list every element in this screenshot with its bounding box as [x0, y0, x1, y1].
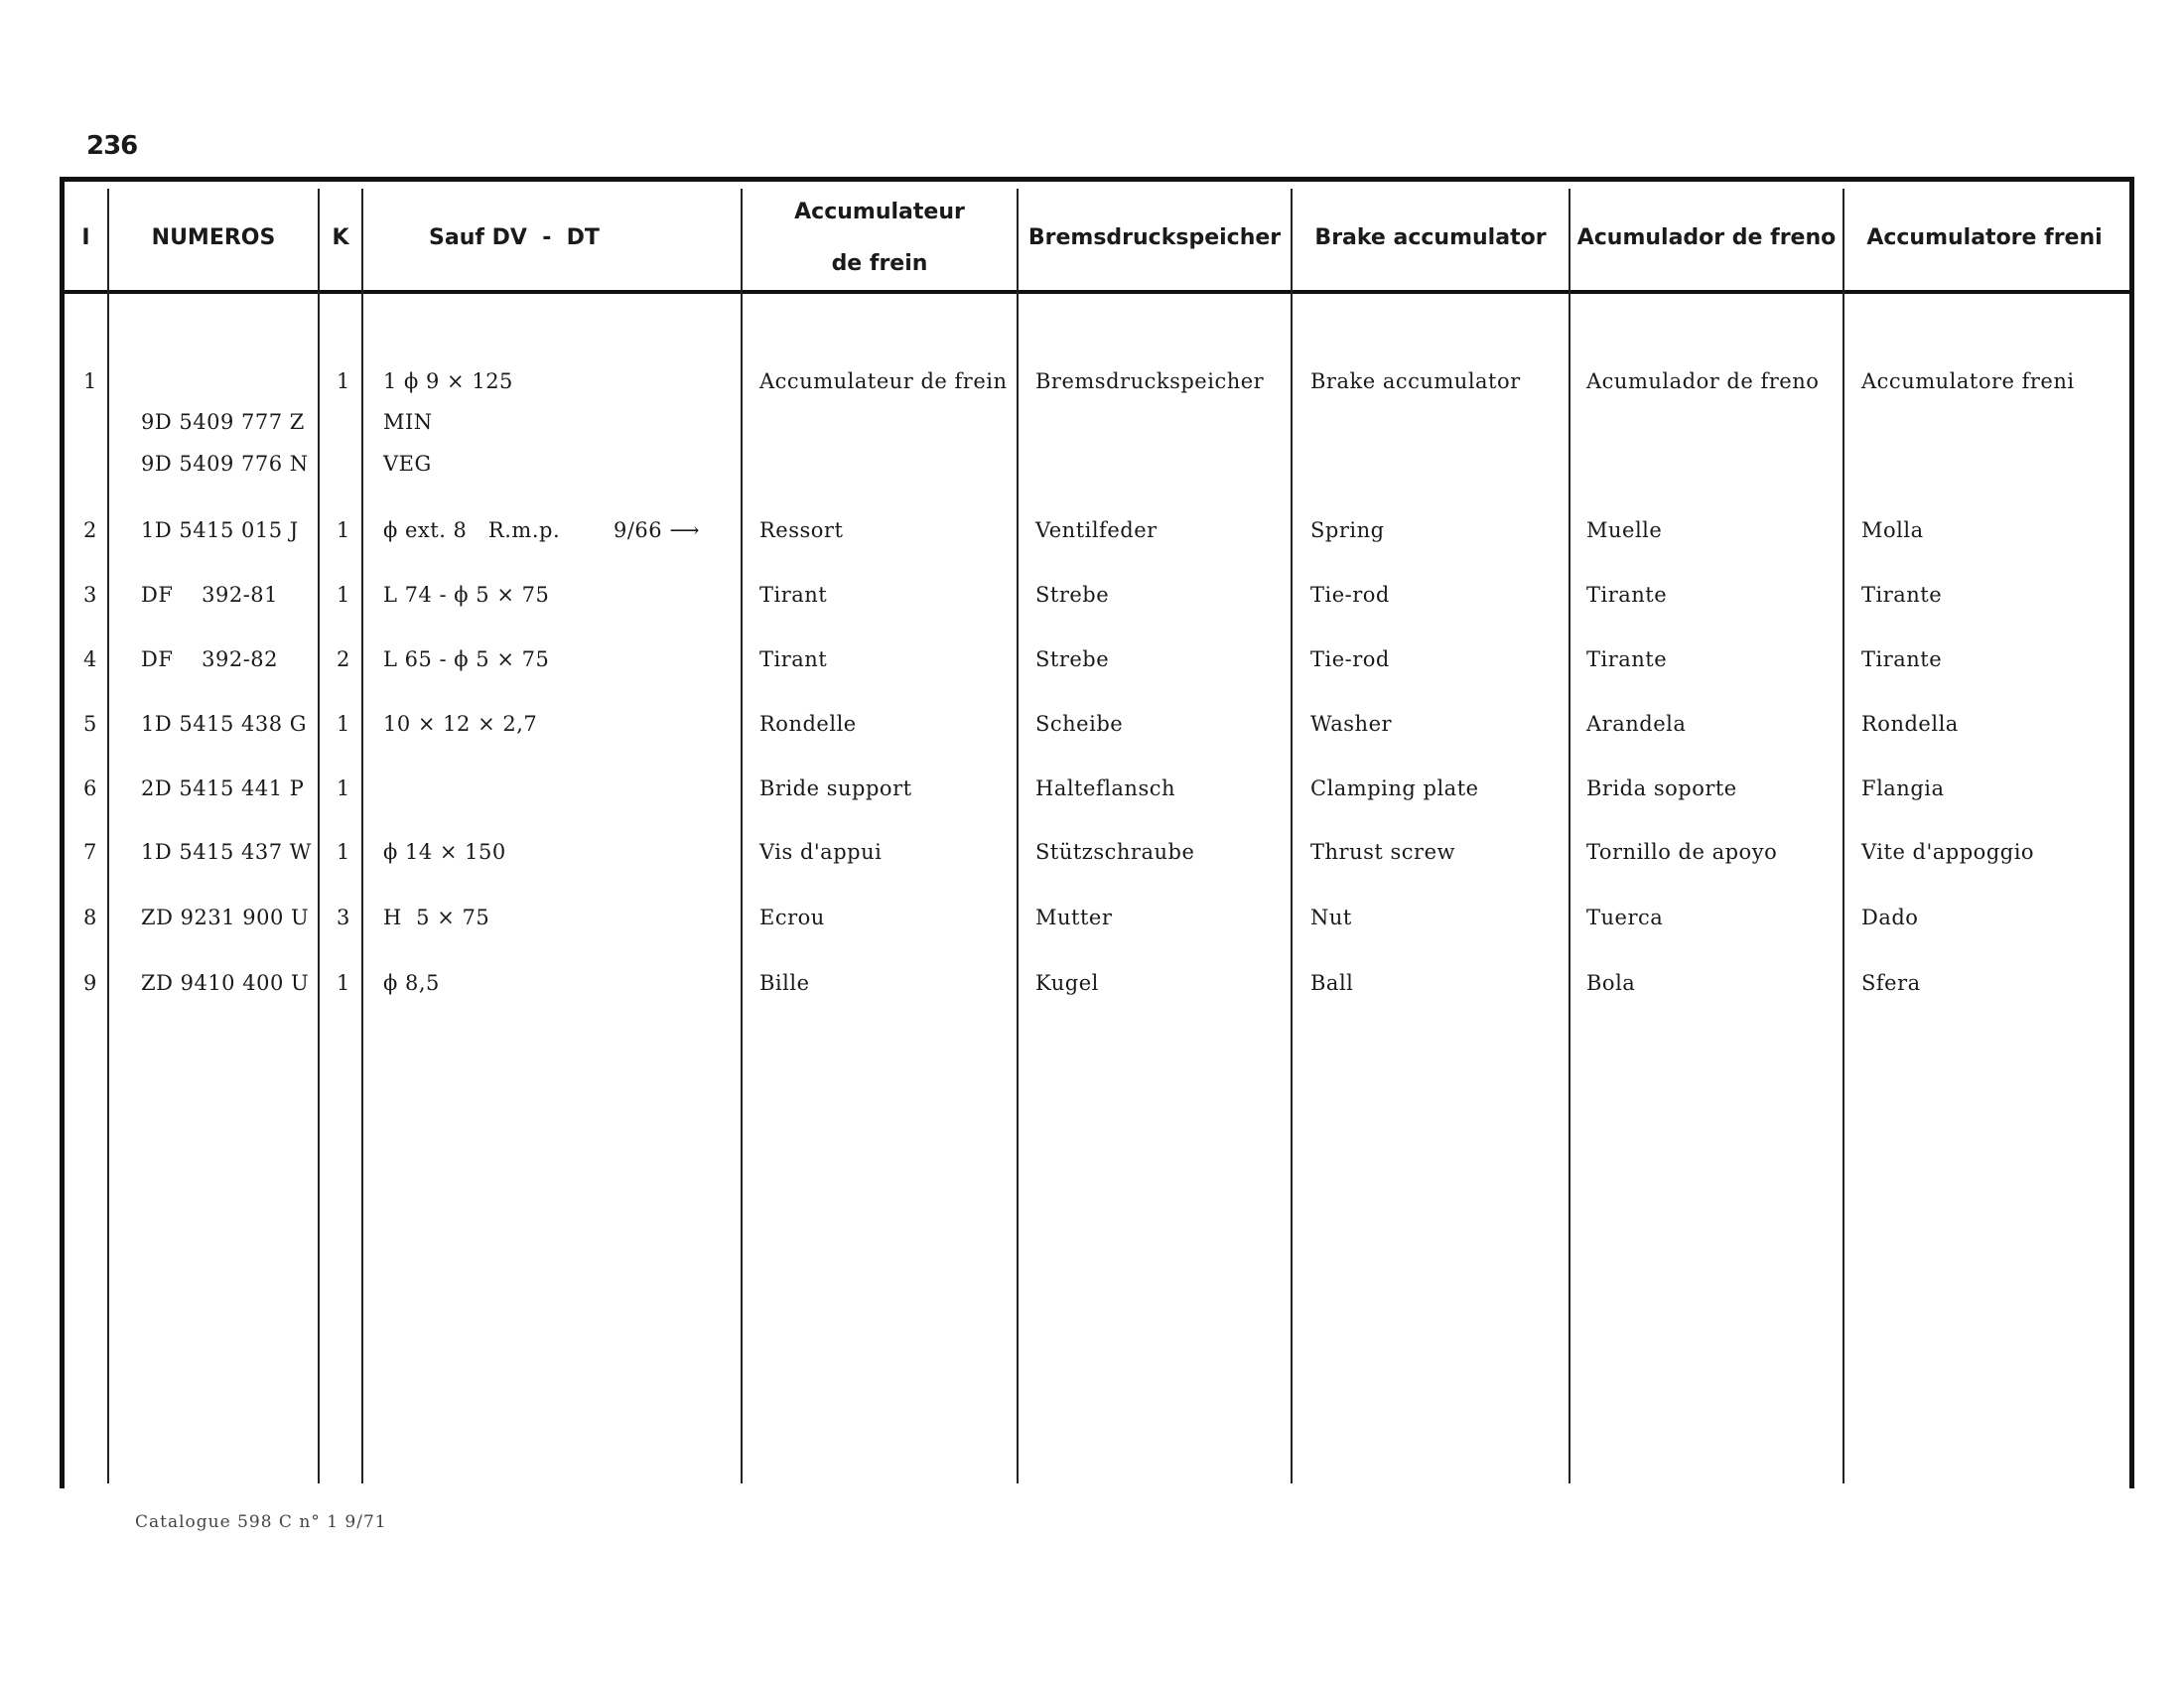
table-row-english: Tie-rod: [1310, 647, 1390, 671]
table-row-spec: H 5 × 75: [383, 906, 490, 929]
table-row-german: Halteflansch: [1035, 776, 1176, 800]
header-german: Bremsdruckspeicher: [1027, 225, 1282, 250]
table-row-k: 1: [337, 712, 350, 736]
table-row-index: 5: [83, 712, 97, 736]
table-row-numero: DF 392-82: [141, 647, 279, 671]
column-divider: [1017, 189, 1019, 1483]
column-divider: [1569, 189, 1570, 1483]
table-row-english: Spring: [1310, 518, 1385, 542]
table-row-french: Ecrou: [759, 906, 825, 929]
table-row-spanish: Tirante: [1586, 583, 1668, 607]
table-row-numero: 1D 5415 015 J: [141, 518, 299, 542]
table-row-spanish: Arandela: [1586, 712, 1687, 736]
table-row-numero: 9D 5409 777 Z: [141, 410, 305, 434]
column-divider: [1291, 189, 1293, 1483]
column-divider: [107, 189, 109, 1483]
table-row-german: Stützschraube: [1035, 840, 1195, 864]
table-row-k: 1: [337, 971, 350, 995]
column-divider: [318, 189, 320, 1483]
table-row-numero: 9D 5409 776 N: [141, 452, 309, 476]
table-row-italian: Vite d'appoggio: [1861, 840, 2035, 864]
column-divider: [1843, 189, 1844, 1483]
table-row-index: 6: [83, 776, 97, 800]
table-row-numero: 1D 5415 438 G: [141, 712, 308, 736]
table-row-italian: Molla: [1861, 518, 1924, 542]
table-row-index: 2: [83, 518, 97, 542]
table-row-german: Scheibe: [1035, 712, 1124, 736]
table-row-italian: Dado: [1861, 906, 1919, 929]
table-row-index: 8: [83, 906, 97, 929]
header-numeros: NUMEROS: [151, 225, 276, 250]
header-italian: Accumulatore freni: [1866, 225, 2103, 250]
table-row-index: 7: [83, 840, 97, 864]
header-french-line1: Accumulateur: [794, 200, 965, 224]
table-row-english: Brake accumulator: [1310, 369, 1521, 393]
table-row-italian: Flangia: [1861, 776, 1945, 800]
table-row-english: Nut: [1310, 906, 1352, 929]
table-row-spec: ϕ 14 × 150: [383, 840, 506, 864]
table-row-spec: MIN: [383, 410, 433, 434]
table-row-spanish: Tirante: [1586, 647, 1668, 671]
table-row-french: Bride support: [759, 776, 912, 800]
catalogue-footer: Catalogue 598 C n° 1 9/71: [135, 1512, 387, 1532]
header-spanish: Acumulador de freno: [1576, 225, 1837, 250]
table-row-k: 1: [337, 776, 350, 800]
table-row-spec: 1 ϕ 9 × 125: [383, 369, 513, 393]
page-number: 236: [86, 131, 138, 161]
table-row-italian: Tirante: [1861, 583, 1943, 607]
column-divider: [361, 189, 363, 1483]
header-index: I: [81, 225, 90, 250]
table-row-spec: L 74 - ϕ 5 × 75: [383, 583, 550, 607]
header-sauf: Sauf DV - DT: [429, 225, 600, 250]
table-row-index: 1: [83, 369, 97, 393]
table-row-french: Accumulateur de frein: [759, 369, 1008, 393]
table-row-spanish: Brida soporte: [1586, 776, 1737, 800]
table-row-english: Thrust screw: [1310, 840, 1455, 864]
table-row-spanish: Tornillo de apoyo: [1586, 840, 1778, 864]
table-row-k: 1: [337, 518, 350, 542]
table-row-numero: DF 392-81: [141, 583, 279, 607]
table-row-spanish: Tuerca: [1586, 906, 1664, 929]
table-row-english: Ball: [1310, 971, 1354, 995]
table-row-italian: Sfera: [1861, 971, 1921, 995]
table-row-k: 3: [337, 906, 350, 929]
table-row-german: Kugel: [1035, 971, 1099, 995]
table-row-english: Clamping plate: [1310, 776, 1479, 800]
table-row-english: Washer: [1310, 712, 1393, 736]
table-row-numero: 2D 5415 441 P: [141, 776, 305, 800]
table-row-italian: Rondella: [1861, 712, 1959, 736]
header-french-line2: de frein: [831, 251, 928, 276]
table-row-spanish: Muelle: [1586, 518, 1663, 542]
table-row-german: Bremsdruckspeicher: [1035, 369, 1265, 393]
table-row-spanish: Bola: [1586, 971, 1636, 995]
table-row-german: Mutter: [1035, 906, 1113, 929]
table-row-french: Rondelle: [759, 712, 857, 736]
table-row-italian: Tirante: [1861, 647, 1943, 671]
table-row-italian: Accumulatore freni: [1861, 369, 2075, 393]
table-row-numero: ZD 9231 900 U: [141, 906, 310, 929]
table-row-spec: 10 × 12 × 2,7: [383, 712, 538, 736]
table-row-german: Strebe: [1035, 647, 1110, 671]
table-row-french: Vis d'appui: [759, 840, 883, 864]
table-row-index: 9: [83, 971, 97, 995]
column-divider: [741, 189, 743, 1483]
table-row-k: 1: [337, 369, 350, 393]
table-row-index: 3: [83, 583, 97, 607]
table-row-german: Ventilfeder: [1035, 518, 1158, 542]
header-k: K: [332, 225, 349, 250]
header-french: [743, 189, 1017, 288]
table-row-english: Tie-rod: [1310, 583, 1390, 607]
table-row-french: Tirant: [759, 583, 828, 607]
table-row-spec: ϕ 8,5: [383, 971, 440, 995]
table-row-spec-date: 9/66 ⟶: [614, 518, 700, 542]
header-rule: [65, 290, 2129, 294]
table-row-numero: ZD 9410 400 U: [141, 971, 310, 995]
header-english: Brake accumulator: [1314, 225, 1547, 250]
table-row-german: Strebe: [1035, 583, 1110, 607]
table-row-spec: L 65 - ϕ 5 × 75: [383, 647, 550, 671]
table-row-french: Ressort: [759, 518, 844, 542]
table-row-numero: 1D 5415 437 W: [141, 840, 312, 864]
table-row-spanish: Acumulador de freno: [1586, 369, 1820, 393]
table-row-k: 1: [337, 840, 350, 864]
table-row-spec: ϕ ext. 8 R.m.p.: [383, 518, 561, 542]
table-row-french: Bille: [759, 971, 810, 995]
table-row-french: Tirant: [759, 647, 828, 671]
table-row-spec: VEG: [383, 452, 432, 476]
table-row-k: 2: [337, 647, 350, 671]
table-row-k: 1: [337, 583, 350, 607]
table-row-index: 4: [83, 647, 97, 671]
